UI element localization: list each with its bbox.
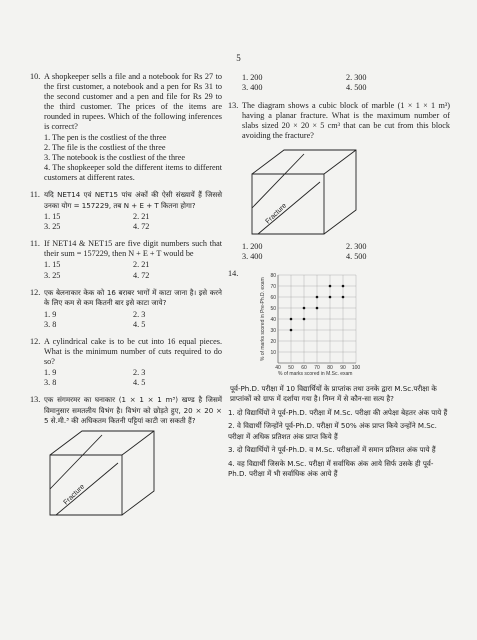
question-12 [30,337,222,388]
y-tick-label: 50 [270,305,276,312]
question-12-hindi [30,288,222,330]
question-14-options [228,408,450,480]
option-4: 4. 500 [346,83,367,93]
x-tick-label: 80 [327,364,333,371]
question-text: A shopkeeper sells a file and a notebook for Rs 27 to the first customer, a notebook and a pen for Rs 31 to the second customer and a pen and file for Rs 29 to the third customer. The prices of the items are rounded in rupees. Which of the following inferences is correct? [44,72,222,132]
option-3: 3. दो विद्यार्थियों ने पूर्व-Ph.D. व M.Sc. परीक्षाओं में समान प्रतिशत अंक पाये हैं [228,445,436,455]
option-1: 1. The pen is the costliest of the three [44,132,167,142]
option-1: 1. दो विद्यार्थियों ने पूर्व-Ph.D. परीक्षा में M.Sc. परीक्षा की अपेक्षा बेहतर अंक पाये हैं [228,407,448,417]
question-number: 12. [30,336,41,346]
question-text: If NET14 & NET15 are five digit numbers such that their sum = 157229, then N + E + T would be [44,239,222,259]
y-tick-label: 20 [270,338,276,345]
question-number: 14. [228,268,239,278]
right-column [228,72,450,480]
option-2: 2. 3 [133,309,146,319]
y-tick-label: 30 [270,327,276,334]
y-tick-label: 60 [270,294,276,301]
option-4: 4. 5 [133,378,146,388]
option-1: 1. 200 [242,73,263,82]
question-text: यदि NET14 एवं NET15 पांच अंकों की ऐसी संख्यायें हैं जिससे उनका योग = 157229, तब N + E + T कितना होगा? [44,190,222,210]
scatter-chart [242,269,362,377]
question-number: 12. [30,287,41,297]
question-14-text: पूर्व-Ph.D. परीक्षा में 10 विद्यार्थियों के प्राप्तांक तथा उनके द्वारा M.Sc.परीक्षा के प्राप्तांकों को ग्राफ में दर्शाया गया है। निम्न में से कौन-सा सत्य है? [230,383,437,404]
cube-fracture-figure [44,427,164,519]
data-point [290,317,293,320]
y-tick-label: 40 [270,316,276,323]
question-number: 10. [30,72,41,81]
option-4: 4. 72 [133,222,150,232]
option-4: 4. 72 [133,270,150,280]
fracture-label: Fracture [264,201,289,226]
left-column [30,72,222,526]
question-number: 11. [30,239,40,249]
data-point [303,317,306,320]
question-11-hindi [30,190,222,232]
option-3: 3. 25 [44,270,61,280]
x-tick-label: 70 [314,364,320,371]
question-number: 11. [30,190,40,200]
option-2: 2. 21 [133,212,150,222]
question-11 [30,239,222,280]
option-3: 3. 8 [44,319,57,329]
option-1: 1. 9 [44,309,57,319]
option-1: 1. 15 [44,260,61,270]
option-3: 3. 400 [242,83,263,93]
y-axis-label: % of marks scored in Pre-Ph.D. exam [260,277,266,361]
data-point [329,284,332,287]
question-13-hindi [30,395,222,519]
question-number: 13. [228,101,239,111]
x-tick-label: 100 [351,364,361,371]
question-text: A cylindrical cake is to be cut into 16 equal pieces. What is the minimum number of cuts required to do so? [44,336,222,366]
x-tick-label: 90 [340,364,346,371]
option-4: 4. वह विद्यार्थी जिसके M.Sc. परीक्षा में सर्वाधिक अंक आये सिर्फ उसके ही पूर्व-Ph.D. परीक्षा में भी सर्वाधिक अंक आये हैं [228,458,434,479]
option-4: 4. 500 [346,251,367,261]
option-2: 2. 300 [346,241,367,251]
option-3: 3. 25 [44,222,61,232]
question-14 [228,269,450,380]
data-point [290,328,293,331]
question-text: एक बेलनाकार केक को 16 बराबर भागों में काटा जाना है। इसे करने के लिए कम से कम कितनी बार इसे काटा जाये? [44,287,222,308]
data-point [329,295,332,298]
x-axis-label: % of marks scored in M.Sc. exam [278,370,353,377]
question-text: The diagram shows a cubic block of marble (1 × 1 × 1 m³) having a planar fracture. What is the maximum number of slabs sized 20 × 20 × 5 cm³ that can be cut from this block avoiding the fracture? [242,101,450,141]
question-text: एक संगमरमर का घनाकार (1 × 1 × 1 m³) खण्ड है जिसमें विमानुसार समतलीय विभंग है। विभंग को छोड़ते हुए, 20 × 20 × 5 से.मी.³ की अधिकतम कितनी पट्टियां काटी जा सकती हैं? [44,395,222,426]
y-tick-label: 80 [270,272,276,279]
option-3: 3. 400 [242,251,263,261]
x-tick-label: 50 [288,364,294,371]
x-tick-label: 60 [301,364,307,371]
question-13 [228,101,450,262]
option-2: 2. वे विद्यार्थी जिन्होंने पूर्व-Ph.D. परीक्षा में 50% अंक प्राप्त किये उन्होंने M.Sc. परीक्षा में अधिक प्रतिशत अंक प्राप्त किये हैं [228,421,437,441]
option-2: 2. 3 [133,368,146,378]
x-tick-label: 40 [275,364,281,371]
option-2: 2. The file is the costliest of the three [44,142,166,152]
data-point [303,306,306,309]
y-tick-label: 70 [270,283,276,290]
question-10 [30,72,222,183]
option-1: 1. 15 [44,212,61,222]
option-2: 2. 21 [133,260,150,270]
y-tick-label: 10 [270,349,276,356]
cube-fracture-figure [246,146,366,238]
page-number: 5 [236,53,241,63]
data-point [342,295,345,298]
data-point [316,306,319,309]
option-3: 3. 8 [44,378,57,388]
data-point [342,284,345,287]
option-2: 2. 300 [346,73,367,82]
option-1: 1. 9 [44,368,57,378]
option-1: 1. 200 [242,241,263,251]
question-number: 13. [30,395,41,405]
question-13-hindi-options [242,73,450,93]
data-point [316,295,319,298]
fracture-label: Fracture [62,483,87,507]
option-4: 4. The shopkeeper sold the different items to different customers at different rates. [44,162,222,182]
option-3: 3. The notebook is the costliest of the three [44,152,186,162]
option-4: 4. 5 [133,319,146,329]
